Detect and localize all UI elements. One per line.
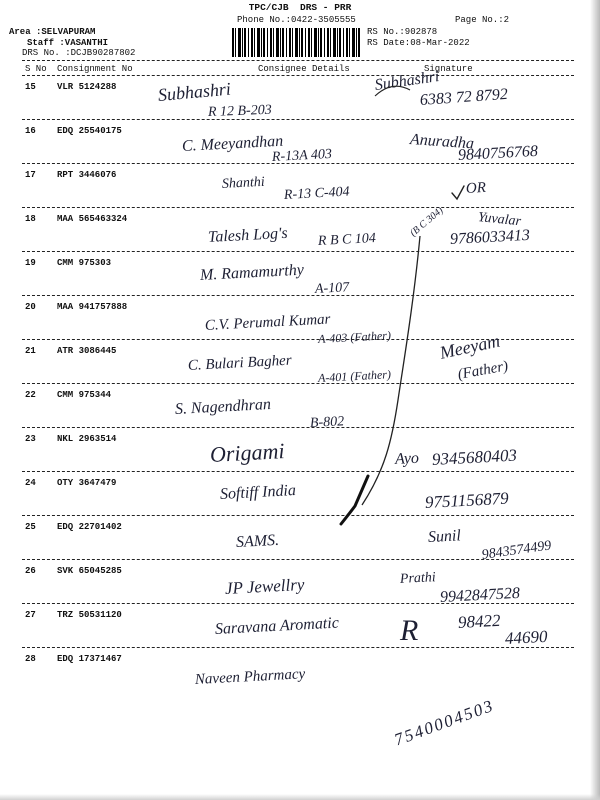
receiver-phone: 9840756768 (457, 142, 539, 164)
column-header-consignee: Consignee Details (258, 64, 350, 74)
consignee-name: M. Ramamurthy (199, 261, 305, 284)
table-row (0, 560, 600, 604)
receiver-phone: 44690 (504, 626, 548, 648)
consignee-name: Origami (209, 438, 286, 467)
consignee-name: Subhashri (157, 78, 232, 105)
receiver-signature: Prathi (399, 570, 437, 587)
consignee-address: B-802 (309, 414, 345, 431)
receiver-phone: 9786033413 (449, 226, 531, 248)
table-row (0, 604, 600, 648)
consignment-number: RPT 3446076 (57, 170, 117, 180)
consignee-name: Talesh Log's (207, 224, 289, 246)
consignment-number: MAA 941757888 (57, 302, 128, 312)
serial-number: 26 (25, 566, 36, 576)
consignment-number: NKL 2963514 (57, 434, 117, 444)
consignee-name: Softiff India (219, 482, 297, 503)
consignee-address: A-107 (314, 280, 350, 297)
column-header-sno: S No (25, 64, 47, 74)
consignment-number: EDQ 17371467 (57, 654, 122, 664)
column-header-signature: Signature (424, 64, 473, 74)
table-row (0, 164, 600, 208)
serial-number: 28 (25, 654, 36, 664)
receiver-phone: 9942847528 (439, 584, 521, 606)
consignee-name: C.V. Perumal Kumar (204, 311, 331, 334)
consignment-number: TRZ 50531120 (57, 610, 122, 620)
table-row (0, 296, 600, 346)
consignee-name: SAMS. (235, 531, 280, 551)
table-row (0, 428, 600, 472)
consignment-number: MAA 565463324 (57, 214, 128, 224)
area-label: Area :SELVAPURAM (9, 27, 96, 37)
rs-date: RS Date:08-Mar-2022 (367, 38, 470, 48)
consignee-address: A-403 (Father) (317, 328, 392, 346)
consignee-name: C. Bulari Bagher (187, 352, 293, 374)
receiver-signature: OR (465, 179, 487, 197)
scan-edge (590, 0, 600, 800)
receiver-phone: 9345680403 (431, 445, 518, 469)
serial-number: 21 (25, 346, 36, 356)
consignment-number: ATR 3086445 (57, 346, 117, 356)
receiver-signature: Yuvalar (477, 210, 522, 230)
consignment-number: EDQ 25540175 (57, 126, 122, 136)
staff-label: Staff :VASANTHI (27, 38, 109, 48)
divider (22, 60, 574, 61)
serial-number: 25 (25, 522, 36, 532)
consignee-address: R-13 C-404 (283, 184, 350, 203)
consignee-name: C. Meeyandhan (181, 132, 284, 155)
receiver-phone: 9843574499 (480, 538, 553, 563)
serial-number: 17 (25, 170, 36, 180)
table-row (0, 516, 600, 563)
receiver-signature: Meeyam (437, 330, 502, 363)
serial-number: 20 (25, 302, 36, 312)
consignment-number: CMM 975344 (57, 390, 112, 400)
serial-number: 27 (25, 610, 36, 620)
consignment-number: EDQ 22701402 (57, 522, 122, 532)
table-row (0, 120, 600, 164)
receiver-signature: Ayo (394, 449, 420, 468)
consignee-address: R 12 B-203 (207, 102, 272, 120)
consignment-number: OTY 3647479 (57, 478, 117, 488)
receiver-signature: Subhashri (373, 68, 441, 94)
serial-number: 23 (25, 434, 36, 444)
consignee-name: S. Nagendhran (174, 395, 272, 418)
consignee-name: Naveen Pharmacy (194, 666, 306, 688)
column-header-consignment: Consignment No (57, 64, 133, 74)
consignee-address: A-401 (Father) (317, 367, 392, 385)
receiver-phone: 6383 72 8792 (419, 85, 509, 109)
serial-number: 24 (25, 478, 36, 488)
consignee-name: Saravana Aromatic (214, 614, 340, 638)
consignee-name: JP Jewellry (224, 574, 305, 598)
table-row (0, 252, 600, 296)
signature-note: (B C 304) (408, 205, 446, 239)
drs-number: DRS No. :DCJB90287802 (22, 48, 136, 58)
consignment-number: CMM 975303 (57, 258, 112, 268)
receiver-signature: R (400, 614, 419, 647)
serial-number: 16 (25, 126, 36, 136)
consignee-address: R-13A 403 (271, 146, 333, 165)
table-row (0, 648, 600, 788)
receiver-signature: Sunil (427, 527, 462, 546)
sheet-title: TPC/CJB DRS - PRR (248, 2, 352, 13)
receiver-phone: 9751156879 (424, 488, 510, 512)
table-row (0, 384, 600, 431)
scan-edge (0, 794, 600, 800)
receiver-phone: 7540004503 (391, 695, 497, 750)
consignee-name: Shanthi (221, 174, 266, 192)
table-row (0, 205, 600, 252)
serial-number: 22 (25, 390, 36, 400)
barcode (232, 28, 362, 57)
serial-number: 15 (25, 82, 36, 92)
consignment-number: SVK 65045285 (57, 566, 122, 576)
consignee-address: R B C 104 (317, 230, 377, 249)
phone-number: Phone No.:0422-3505555 (237, 15, 356, 25)
serial-number: 19 (25, 258, 36, 268)
consignment-number: VLR 5124288 (57, 82, 117, 92)
table-row (0, 472, 600, 516)
serial-number: 18 (25, 214, 36, 224)
signature-note: (Father) (456, 358, 510, 383)
page-number: Page No.:2 (455, 15, 510, 25)
receiver-signature: Anuradha (409, 131, 475, 153)
receiver-phone: 98422 (457, 610, 501, 632)
rs-number: RS No.:902878 (367, 27, 438, 37)
